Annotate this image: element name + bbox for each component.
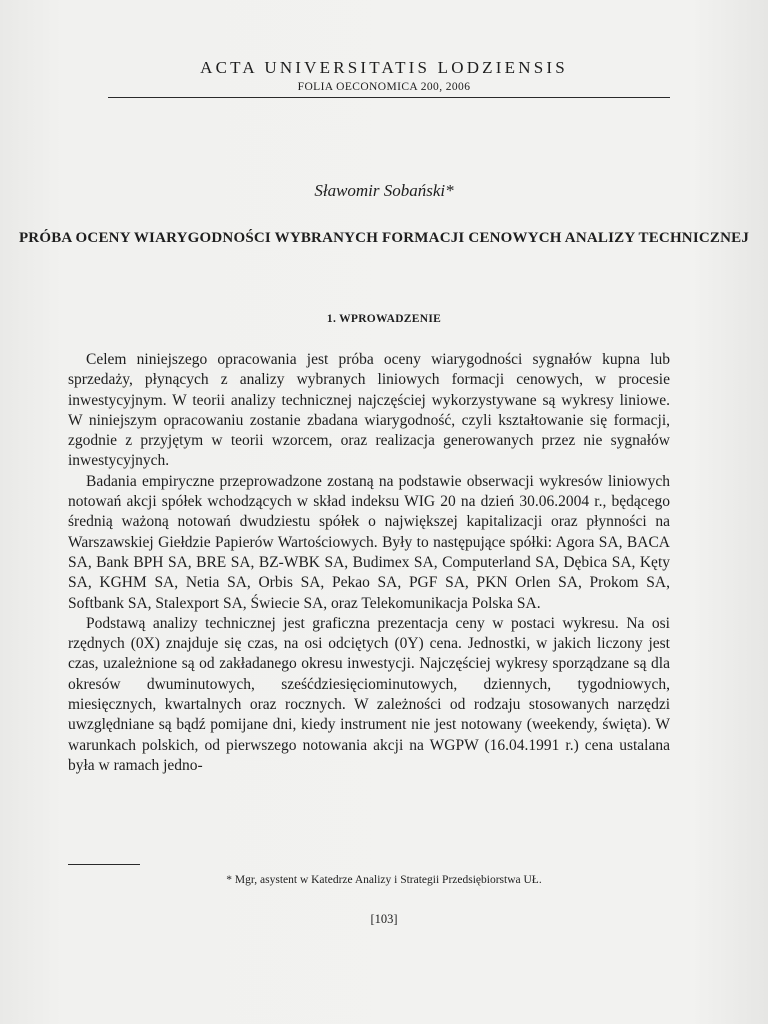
header-rule [108, 97, 670, 98]
paragraph: Badania empiryczne przeprowadzone zostaną na podstawie obserwacji wykresów liniowych notowań akcji spółek wchodzących w skład indeksu WIG 20 na dzień 30.06.2004 r., będącego średnią ważoną notowań dwudziestu spółek o największej kapitalizacji oraz płynności na Warszawskiej Giełdzie Papierów Wartościowych. Były to następujące spółki: Agora SA, BACA SA, Bank BPH SA, BRE SA, BZ-WBK SA, Budimex SA, Computerland SA, Dębica SA, Kęty SA, KGHM SA, Netia SA, Orbis SA, Pekao SA, PGF SA, PKN Orlen SA, Prokom SA, Softbank SA, Stalexport SA, Świecie SA, oraz Telekomunikacja Polska SA. [68, 472, 670, 612]
article-title-text: PRÓBA OCENY WIARYGODNOŚCI WYBRANYCH FORMACJI CENOWYCH ANALIZY TECHNICZNEJ [18, 230, 750, 246]
footnote: * Mgr, asystent w Katedrze Analizy i Strategii Przedsiębiorstwa UŁ. [226, 874, 542, 886]
journal-name: ACTA UNIVERSITATIS LODZIENSIS [200, 58, 568, 77]
paragraph: Celem niniejszego opracowania jest próba oceny wiarygodności sygnałów kupna lub sprzedaży, płynących z analizy wybranych liniowych formacji cenowych, w procesie inwestycyjnym. W teorii analizy technicznej najczęściej wykorzystywane są wykresy liniowe. W niniejszym opracowaniu zostanie zbadana wiarygodność, czyli kształtowanie się formacji, zgodnie z przyjętym w teorii wzorcem, oraz realizacja generowanych przez nie sygnałów inwestycyjnych. [68, 351, 670, 470]
body-text [68, 350, 670, 776]
section-heading: 1. WPROWADZENIE [326, 313, 442, 325]
author-name: Sławomir Sobański* [314, 181, 454, 200]
page-number: [103] [370, 912, 398, 926]
article-title [0, 229, 768, 248]
journal-series: FOLIA OECONOMICA 200, 2006 [297, 81, 471, 93]
paragraph: Podstawą analizy technicznej jest graficzna prezentacja ceny w postaci wykresu. Na osi rzędnych (0X) znajduje się czas, na osi odciętych (0Y) cena. Jednostki, w jakich liczony jest czas, uzależnione są od zakładanego okresu inwestycji. Najczęściej wykresy sporządzane są dla okresów dwuminutowych, sześćdziesięciominutowych, dziennych, tygodniowych, miesięcznych, kwartalnych oraz rocznych. W zależności od rodzaju stosowanych narzędzi uwzględniane są bądź pomijane dni, kiedy instrument nie jest notowany (weekendy, święta). W warunkach polskich, od pierwszego notowania akcji na WGPW (16.04.1991 r.) cena ustalana była w ramach jedno- [68, 614, 670, 774]
footnote-rule [68, 864, 140, 865]
